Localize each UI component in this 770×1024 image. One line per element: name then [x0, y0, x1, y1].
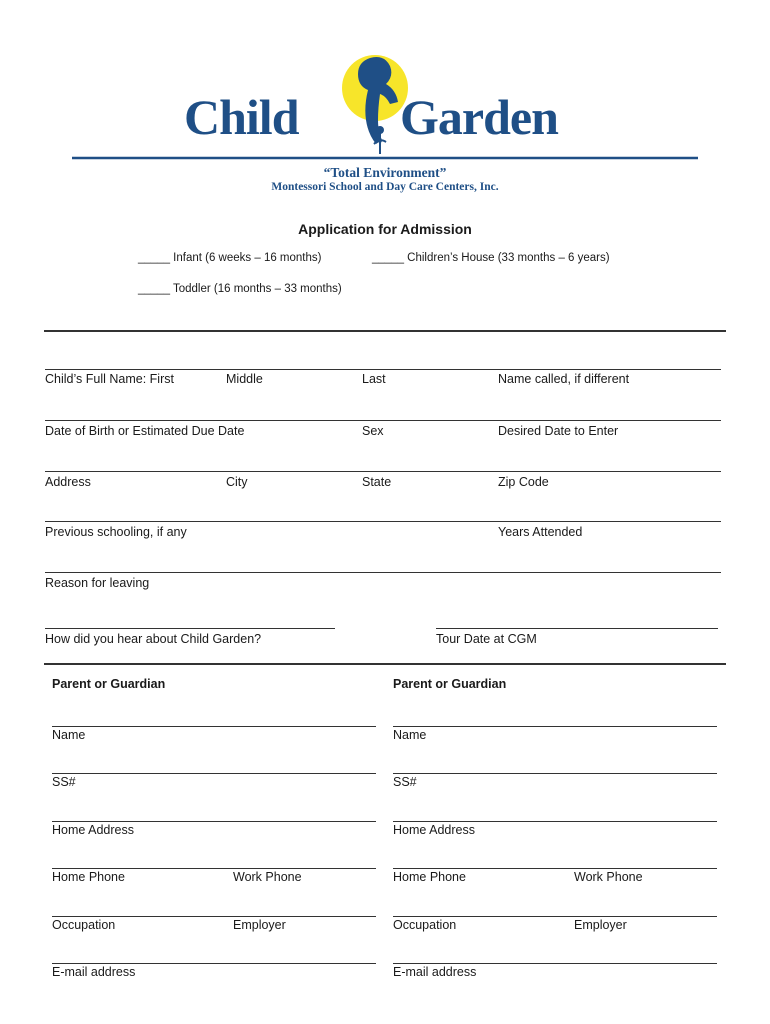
program-infant[interactable]: _____ Infant (6 weeks – 16 months): [138, 252, 322, 264]
parent1-label-email: E-mail address: [52, 965, 136, 979]
label-city: City: [226, 475, 248, 489]
label-years-attended: Years Attended: [498, 525, 583, 539]
label-zip: Zip Code: [498, 475, 549, 489]
logo-tagline: “Total Environment”: [323, 165, 447, 180]
logo-word-child: Child: [184, 89, 299, 145]
page-title: Application for Admission: [298, 221, 472, 237]
parent1-ss-line[interactable]: [52, 773, 376, 774]
parent2-label-name: Name: [393, 728, 427, 742]
parent2-label-employer: Employer: [574, 918, 627, 932]
parent1-occupation-line[interactable]: [52, 916, 376, 917]
label-middle-name: Middle: [226, 372, 263, 386]
label-sex: Sex: [362, 424, 384, 438]
parents-divider: [44, 663, 726, 665]
label-last-name: Last: [362, 372, 386, 386]
program-toddler[interactable]: _____ Toddler (16 months – 33 months): [138, 283, 342, 295]
parent1-email-line[interactable]: [52, 963, 376, 964]
parent1-phone-line[interactable]: [52, 868, 376, 869]
label-name-called: Name called, if different: [498, 372, 630, 386]
dob-line[interactable]: [45, 420, 721, 421]
parent2-name-line[interactable]: [393, 726, 717, 727]
parent1-label-occupation: Occupation: [52, 918, 116, 932]
program-childrens-house[interactable]: _____ Children’s House (33 months – 6 years): [372, 252, 610, 264]
parent2-occupation-line[interactable]: [393, 916, 717, 917]
parent2-label-home-address: Home Address: [393, 823, 475, 837]
logo-word-garden: Garden: [400, 89, 558, 145]
section-divider: [44, 330, 726, 332]
parent1-label-home-address: Home Address: [52, 823, 134, 837]
label-previous-schooling: Previous schooling, if any: [45, 525, 187, 539]
parent2-label-email: E-mail address: [393, 965, 477, 979]
logo-subtitle: Montessori School and Day Care Centers, Inc.: [271, 181, 499, 193]
heard-about-line[interactable]: [45, 628, 335, 629]
parent2-phone-line[interactable]: [393, 868, 717, 869]
parent1-label-home-phone: Home Phone: [52, 870, 125, 884]
label-desired-date: Desired Date to Enter: [498, 424, 619, 438]
parent2-heading: Parent or Guardian: [393, 677, 507, 691]
label-reason-leaving: Reason for leaving: [45, 576, 150, 590]
parent2-label-work-phone: Work Phone: [574, 870, 643, 884]
parent2-address-line[interactable]: [393, 821, 717, 822]
parent1-label-work-phone: Work Phone: [233, 870, 302, 884]
parent2-label-occupation: Occupation: [393, 918, 457, 932]
parent2-label-ss: SS#: [393, 775, 417, 789]
parent2-label-home-phone: Home Phone: [393, 870, 466, 884]
label-heard-about: How did you hear about Child Garden?: [45, 632, 262, 646]
reason-line[interactable]: [45, 572, 721, 573]
child-name-line[interactable]: [45, 369, 721, 370]
label-dob: Date of Birth or Estimated Due Date: [45, 424, 245, 438]
parent1-name-line[interactable]: [52, 726, 376, 727]
address-line[interactable]: [45, 471, 721, 472]
label-first-name: Child’s Full Name: First: [45, 372, 174, 386]
parent1-heading: Parent or Guardian: [52, 677, 166, 691]
label-tour-date: Tour Date at CGM: [436, 632, 537, 646]
parent1-address-line[interactable]: [52, 821, 376, 822]
parent1-label-ss: SS#: [52, 775, 76, 789]
label-address: Address: [45, 475, 91, 489]
parent2-ss-line[interactable]: [393, 773, 717, 774]
parent1-label-employer: Employer: [233, 918, 286, 932]
parent2-email-line[interactable]: [393, 963, 717, 964]
schooling-line[interactable]: [45, 521, 721, 522]
parent1-label-name: Name: [52, 728, 86, 742]
tour-date-line[interactable]: [436, 628, 718, 629]
label-state: State: [362, 475, 392, 489]
